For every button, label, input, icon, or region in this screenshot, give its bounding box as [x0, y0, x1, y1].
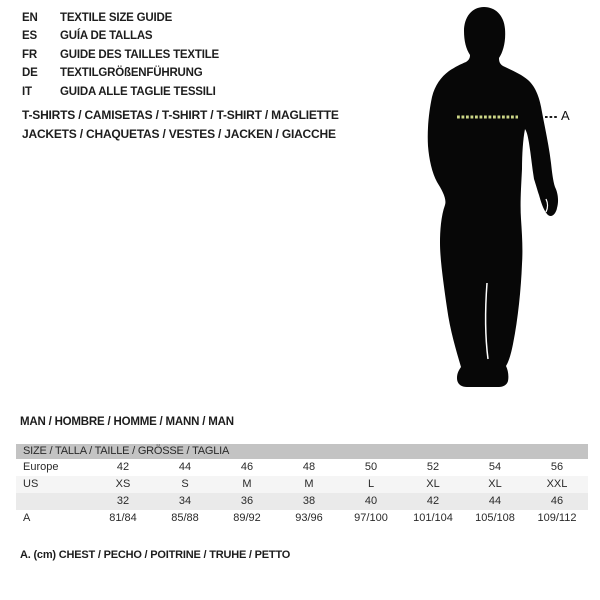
- table-cell: 93/96: [295, 512, 323, 524]
- table-cell: 97/100: [354, 512, 388, 524]
- row-label-europe: Europe: [23, 461, 59, 473]
- table-cell: 36: [240, 495, 254, 507]
- table-cell: 81/84: [109, 512, 137, 524]
- table-cell: L: [367, 478, 375, 490]
- table-row-numeric: [16, 493, 588, 510]
- table-cell: 46: [550, 495, 564, 507]
- man-silhouette-shape: [428, 7, 558, 387]
- table-cell: M: [242, 478, 252, 490]
- category-jackets: JACKETS / CHAQUETAS / VESTES / JACKEN / GIACCHE: [22, 126, 336, 141]
- language-list: [22, 9, 219, 101]
- table-cell: XL: [426, 478, 440, 490]
- table-row-europe: [16, 459, 588, 476]
- table-cell: XXL: [546, 478, 568, 490]
- table-cell: 38: [302, 495, 316, 507]
- language-label: TEXTILGRÖßENFÜHRUNG: [60, 67, 203, 80]
- language-row-en: [22, 9, 219, 27]
- man-silhouette-figure: [400, 0, 600, 400]
- table-cell: 50: [364, 461, 378, 473]
- table-cell: S: [181, 478, 189, 490]
- row-label-a: A: [23, 512, 31, 524]
- table-cell: 54: [488, 461, 502, 473]
- measure-label-a: A: [561, 108, 570, 123]
- measurement-footnote: A. (cm) CHEST / PECHO / POITRINE / TRUHE / PETTO: [20, 549, 291, 561]
- table-cell: 56: [550, 461, 564, 473]
- table-cell: 109/112: [537, 512, 577, 524]
- table-cell: 44: [488, 495, 502, 507]
- table-cell: 48: [302, 461, 316, 473]
- row-label-blank: [16, 493, 92, 510]
- table-row-us: [16, 476, 588, 493]
- man-silhouette-svg: [400, 0, 600, 400]
- table-cell: 32: [116, 495, 130, 507]
- table-cell: 85/88: [171, 512, 199, 524]
- table-cell: M: [304, 478, 314, 490]
- table-cell: XS: [115, 478, 131, 490]
- language-row-it: [22, 83, 219, 101]
- language-row-de: [22, 64, 219, 82]
- category-tshirts: T-SHIRTS / CAMISETAS / T-SHIRT / T-SHIRT / MAGLIETTE: [22, 108, 339, 122]
- table-cell: 105/108: [475, 512, 515, 524]
- table-cell: 40: [364, 495, 378, 507]
- language-label: TEXTILE SIZE GUIDE: [60, 12, 173, 24]
- size-table-header: SIZE / TALLA / TAILLE / GRÖSSE / TAGLIA: [16, 444, 588, 459]
- language-code: IT: [22, 85, 32, 98]
- table-cell: 89/92: [233, 512, 261, 524]
- table-cell: 46: [240, 461, 254, 473]
- language-row-es: [22, 27, 219, 45]
- language-label: GUIDE DES TAILLES TEXTILE: [60, 48, 219, 61]
- language-row-fr: [22, 46, 219, 64]
- table-cell: 44: [178, 461, 192, 473]
- table-cell: 101/104: [413, 512, 453, 524]
- language-label: GUÍA DE TALLAS: [60, 30, 153, 43]
- table-row-chest-a: [16, 510, 588, 527]
- language-label: GUIDA ALLE TAGLIE TESSILI: [60, 85, 216, 98]
- language-code: FR: [22, 48, 37, 61]
- table-cell: 52: [426, 461, 440, 473]
- row-label-us: US: [23, 478, 39, 490]
- table-cell: XL: [488, 478, 502, 490]
- table-cell: 42: [116, 461, 130, 473]
- language-code: DE: [22, 67, 38, 80]
- section-title-man: MAN / HOMBRE / HOMME / MANN / MAN: [20, 416, 234, 428]
- size-table: [16, 444, 588, 527]
- category-list: [22, 106, 339, 143]
- table-cell: 34: [178, 495, 192, 507]
- language-code: EN: [22, 12, 38, 24]
- language-code: ES: [22, 30, 37, 43]
- table-cell: 42: [426, 495, 440, 507]
